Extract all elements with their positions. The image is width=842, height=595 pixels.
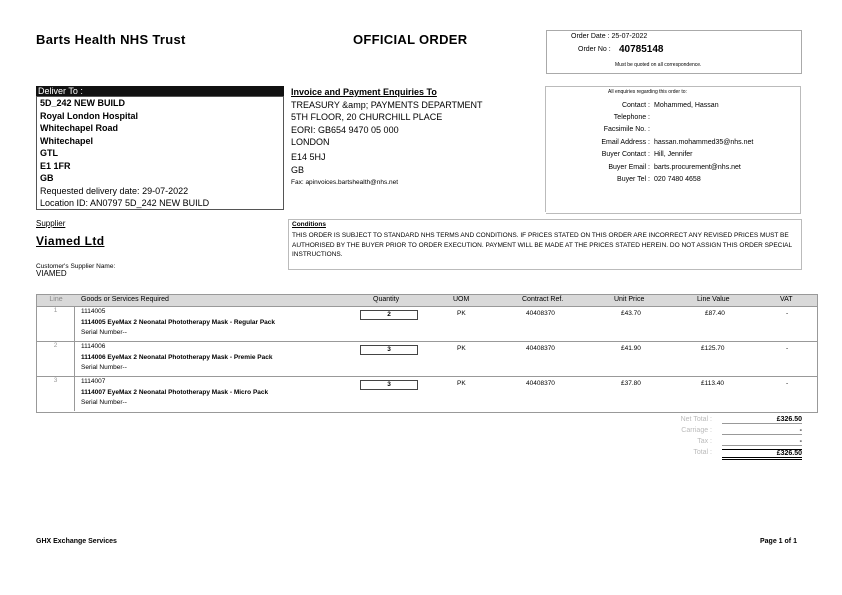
net-total-value: £326.50 [722,416,802,424]
item-uom: PK [457,380,466,387]
item-line-value: £113.40 [701,380,725,387]
item-serial: Serial Number-- [81,329,127,336]
contact-row [546,151,800,160]
table-row [37,307,817,342]
contact-key: Buyer Email : [608,164,650,171]
quantity-field: 2 [360,310,418,320]
net-total-label: Net Total : [680,416,712,423]
location-id: Location ID: AN0797 5D_242 NEW BUILD [40,198,210,208]
conditions-box [288,219,802,270]
invoice-line: 5TH FLOOR, 20 CHURCHILL PLACE [291,112,443,122]
invoice-fax: Fax: apinvoices.bartshealth@nhs.net [291,179,399,186]
col-line: Line [49,296,63,303]
quote-note: Must be quoted on all correspondence. [615,62,702,68]
col-contract-ref: Contract Ref. [522,296,564,303]
order-items-table [36,294,818,413]
supplier-name: Viamed Ltd [36,234,105,248]
customer-supplier-name-value: VIAMED [36,269,67,278]
table-header [37,295,817,307]
item-line-value: £125.70 [701,345,725,352]
contact-key: Facsimile No. : [603,126,650,133]
contact-row [546,139,800,148]
invoice-line: EORI: GB654 9470 05 000 [291,124,399,135]
document-title: OFFICIAL ORDER [353,32,468,47]
footer-left: GHX Exchange Services [36,538,117,545]
contact-value: barts.procurement@nhs.net [654,164,741,171]
conditions-text: THIS ORDER IS SUBJECT TO STANDARD NHS TERMS AND CONDITIONS. IF PRICES STATED ON THIS ORDER ARE INCORRECT ANY REVISED PRICES MUST BE AUTHORISED BY THE BUYER PRIOR TO ORDER EXECUTION. PAYMENT WILL BE MADE AT THE PRICES STATED HEREIN. DO NOT ASSIGN THIS ORDER SPECIAL INSTRUCTIONS. [292,232,792,259]
contact-row [546,126,800,135]
item-description: 1114006 EyeMax 2 Neonatal Phototherapy Mask - Premie Pack [81,354,273,361]
carriage-value: - [722,427,802,435]
deliver-line: Royal London Hospital [40,110,138,121]
supplier-label: Supplier [36,219,66,228]
item-description: 1114005 EyeMax 2 Neonatal Phototherapy Mask - Regular Pack [81,319,276,326]
order-no-label: Order No : [578,46,611,53]
contact-box [546,86,801,214]
customer-supplier-name-label: Customer's Supplier Name: [36,263,116,270]
invoice-line: GB [291,164,305,175]
item-code: 1114005 [81,308,106,315]
contact-row [546,114,800,123]
col-uom: UOM [453,296,470,303]
item-vat: - [786,310,789,317]
contact-value: Hill, Jennifer [654,151,693,158]
contact-value: 020 7480 4658 [654,176,701,183]
contact-row [546,176,800,185]
item-description: 1114007 EyeMax 2 Neonatal Phototherapy Mask - Micro Pack [81,389,269,396]
deliver-line: GTL [40,148,58,158]
conditions-title: Conditions [292,221,326,228]
contact-value: hassan.mohammed35@nhs.net [654,139,754,146]
contact-key: Email Address : [601,139,650,146]
requested-delivery-date: Requested delivery date: 29-07-2022 [40,185,189,196]
trust-name: Barts Health NHS Trust [36,32,186,47]
item-contract-ref: 40408370 [526,310,555,317]
line-number: 3 [37,377,75,411]
total-label: Total : [693,449,712,456]
item-unit-price: £41.90 [621,345,641,352]
item-vat: - [786,380,789,387]
order-date: Order Date : 25-07-2022 [571,33,648,40]
table-row [37,342,817,377]
contact-row [546,102,800,111]
deliver-line: Whitechapel Road [40,123,119,133]
item-serial: Serial Number-- [81,364,127,371]
page-number: Page 1 of 1 [760,538,797,545]
item-code: 1114007 [81,378,106,385]
col-goods: Goods or Services Required [81,296,169,303]
deliver-to-box [36,96,284,210]
table-row [37,377,817,411]
deliver-to-header: Deliver To : [36,86,284,96]
total-value: £326.50 [722,449,802,460]
contact-key: Contact : [621,102,650,109]
carriage-label: Carriage : [681,427,712,434]
contact-note: All enquiries regarding this order to: [608,89,687,95]
invoice-line: TREASURY &amp; PAYMENTS DEPARTMENT [291,99,483,110]
contact-key: Buyer Contact : [601,151,650,158]
contact-value: Mohammed, Hassan [654,102,719,109]
item-serial: Serial Number-- [81,399,127,406]
line-number: 1 [37,307,75,341]
order-info-box [546,30,802,74]
col-unit-price: Unit Price [614,296,645,303]
contact-key: Telephone : [613,114,650,121]
order-number: 40785148 [619,44,664,55]
col-quantity: Quantity [373,296,400,303]
totals-block [640,416,802,462]
item-contract-ref: 40408370 [526,380,555,387]
tax-value: - [722,438,802,446]
deliver-line: Whitechapel [40,135,94,146]
invoice-title: Invoice and Payment Enquiries To [291,87,437,97]
item-uom: PK [457,345,466,352]
item-unit-price: £37.80 [621,380,641,387]
invoice-line: E14 5HJ [291,152,326,162]
contact-key: Buyer Tel : [617,176,650,183]
quantity-field: 3 [360,345,418,355]
contact-row [546,164,800,173]
invoice-line: LONDON [291,137,330,147]
deliver-line: GB [40,173,54,183]
item-code: 1114006 [81,343,106,350]
col-vat: VAT [780,296,793,303]
col-line-value: Line Value [697,296,730,303]
item-unit-price: £43.70 [621,310,641,317]
item-vat: - [786,345,789,352]
quantity-field: 3 [360,380,418,390]
deliver-line: E1 1FR [40,160,71,171]
tax-label: Tax : [697,438,712,445]
item-contract-ref: 40408370 [526,345,555,352]
invoice-enquiries-box [288,86,546,212]
item-uom: PK [457,310,466,317]
line-number: 2 [37,342,75,376]
deliver-line: 5D_242 NEW BUILD [40,98,126,108]
item-line-value: £87.40 [705,310,725,317]
